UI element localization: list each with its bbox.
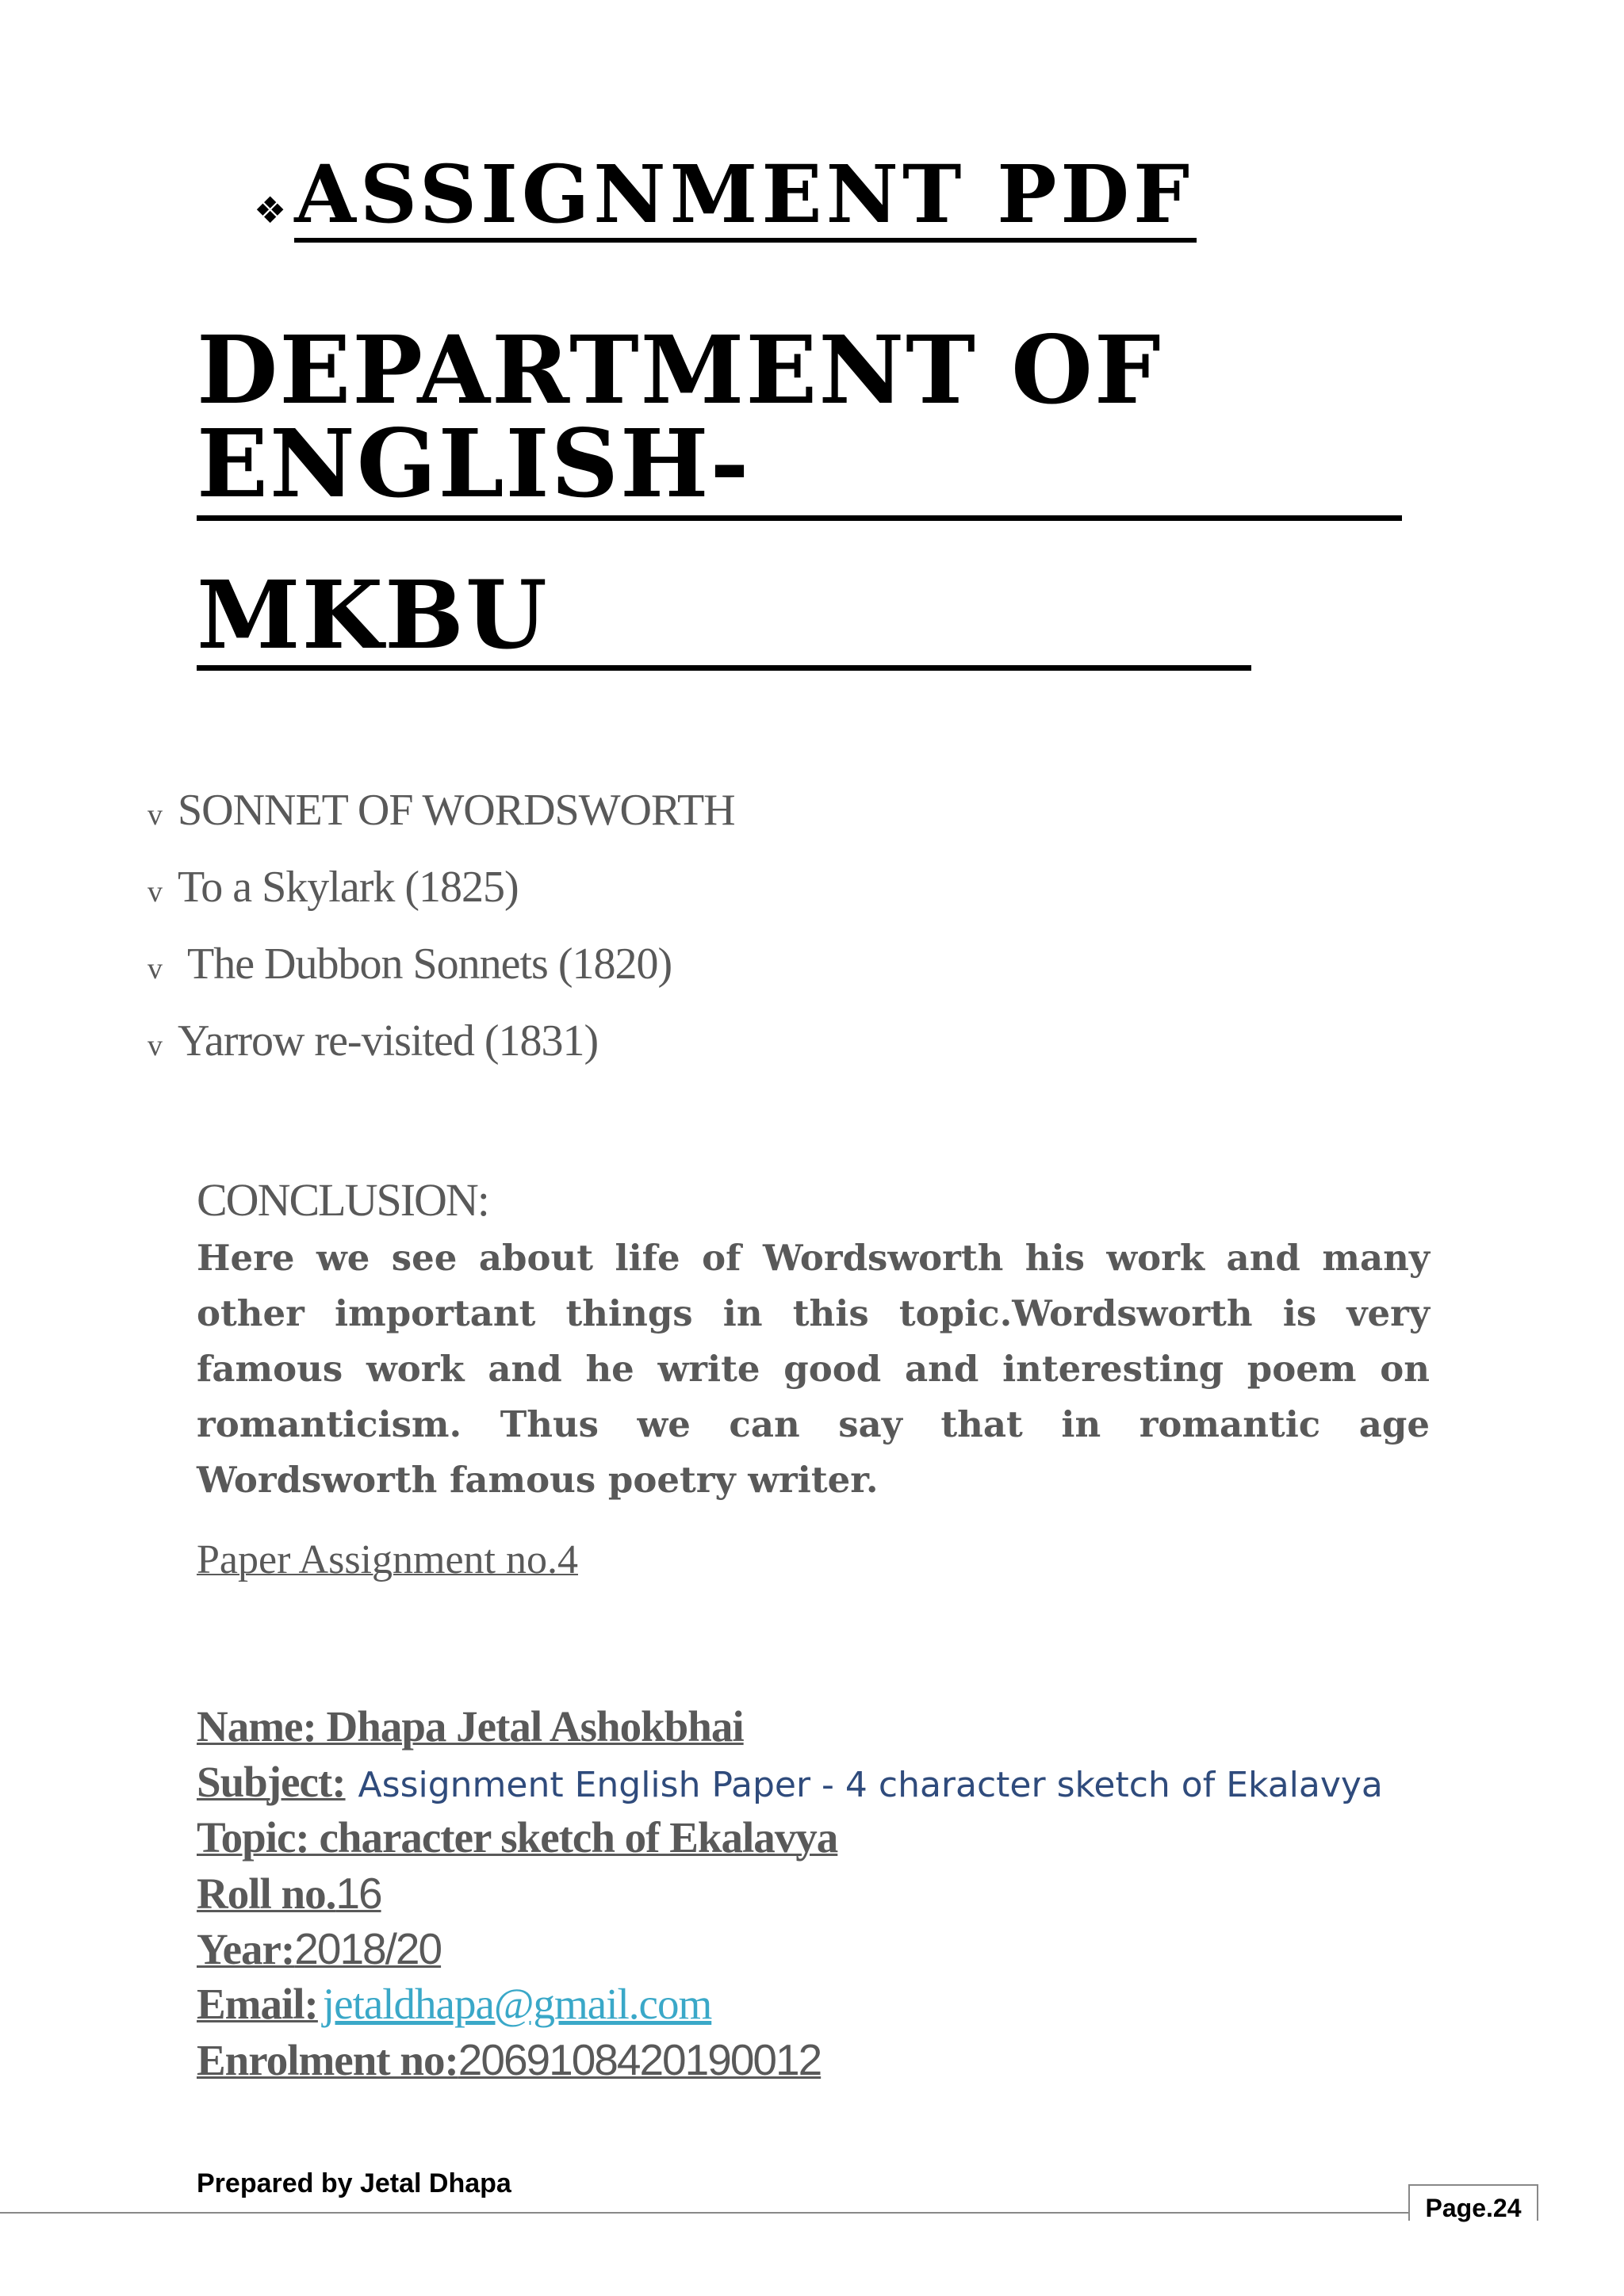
list-item <box>147 1016 735 1093</box>
year-value: 2018/20 <box>294 1924 442 1973</box>
detail-row-topic <box>197 1812 1383 1868</box>
assignment-title: ASSIGNMENT PDF <box>294 151 1197 243</box>
name-text: Name: Dhapa Jetal Ashokbhai <box>197 1702 744 1751</box>
enrolment-label: Enrolment no: <box>197 2036 458 2084</box>
topic-text: Topic: character sketch of Ekalavya <box>197 1813 838 1862</box>
detail-row-year <box>197 1923 1383 1979</box>
detail-row-subject <box>197 1757 1383 1812</box>
detail-row-email <box>197 1979 1383 2034</box>
department-heading <box>197 315 1402 671</box>
prepared-by: Prepared by Jetal Dhapa <box>197 2168 511 2198</box>
detail-row-roll <box>197 1868 1383 1923</box>
email-label: Email: <box>197 1980 318 2028</box>
list-bullet-icon: v <box>147 875 162 909</box>
list-bullet-icon: v <box>147 798 162 832</box>
conclusion-body: Here we see about life of Wordsworth his work and many other important things in this topic.Wordsworth is very famous work and he write good and interesting poem on romanticism. Thus we can say that in romantic age Wordsworth famous poetry writer. <box>197 1237 1430 1501</box>
list-item-text: Yarrow re-visited (1831) <box>178 1016 599 1066</box>
subject-value: Assignment English Paper - 4 character sketch of Ekalavya <box>358 1765 1383 1805</box>
subject-label: Subject: <box>197 1758 346 1806</box>
student-details <box>197 1701 1383 2090</box>
conclusion-heading: CONCLUSION: <box>197 1174 488 1226</box>
roll-label: Roll no. <box>197 1869 336 1918</box>
detail-row-name <box>197 1701 1383 1757</box>
department-title-line1: DEPARTMENT OF ENGLISH- <box>197 323 1402 521</box>
enrolment-value: 2069108420190012 <box>458 2035 822 2084</box>
list-bullet-icon: v <box>147 952 162 985</box>
list-item <box>147 785 735 862</box>
list-item <box>147 862 735 939</box>
roll-value: 16 <box>335 1869 381 1918</box>
page-number: Page.24 <box>1408 2184 1538 2221</box>
list-item-text: To a Skylark (1825) <box>178 863 519 912</box>
list-item-text: SONNET OF WORDSWORTH <box>178 786 735 835</box>
diamond-bullet-icon: ❖ <box>254 189 287 232</box>
footer-divider <box>0 2212 1538 2214</box>
year-label: Year: <box>197 1925 295 1973</box>
list-bullet-icon: v <box>147 1029 162 1062</box>
department-title-line2: MKBU <box>197 568 1251 671</box>
detail-row-enrolment <box>197 2034 1383 2090</box>
paper-assignment-label: Paper Assignment no.4 <box>197 1537 578 1582</box>
list-item-text: The Dubbon Sonnets (1820) <box>178 939 672 989</box>
email-link[interactable]: jetaldhapa@gmail.com <box>322 1980 712 2028</box>
works-list <box>147 785 735 1093</box>
list-item <box>147 939 735 1016</box>
assignment-heading <box>254 147 1197 243</box>
